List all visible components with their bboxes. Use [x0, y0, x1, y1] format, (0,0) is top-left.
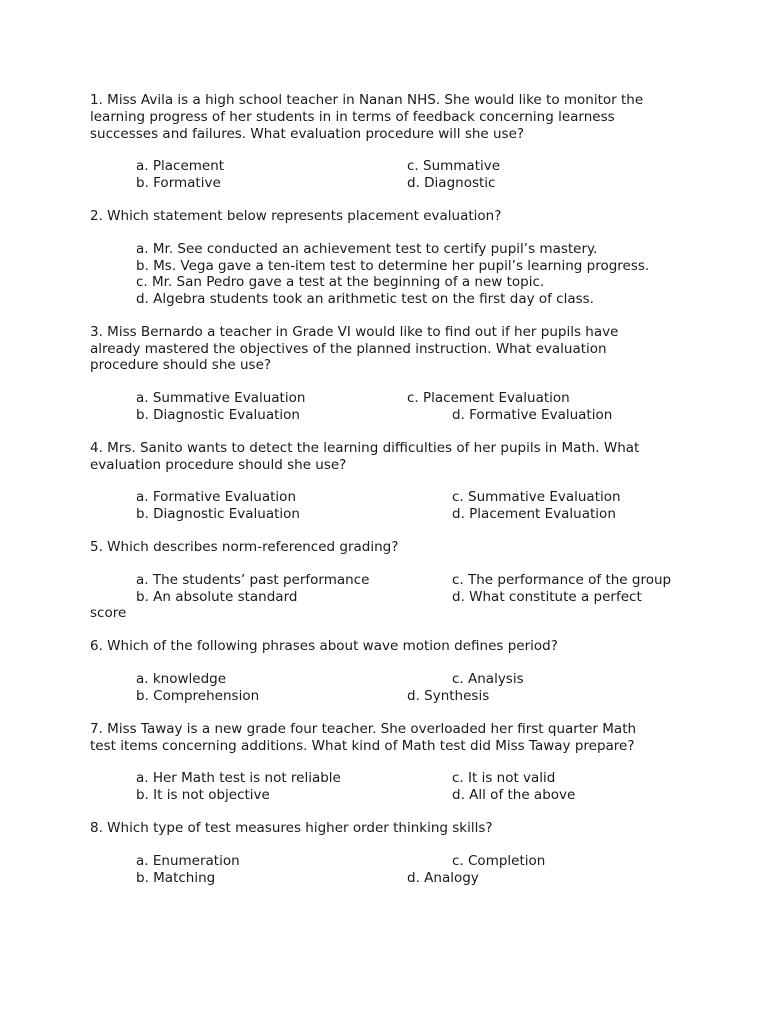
question-7-stem-line-1: 7. Miss Taway is a new grade four teacher. She overloaded her first quarter Math — [90, 721, 637, 737]
question-6-option-c: c. Analysis — [452, 671, 524, 687]
question-2-option-a: a. Mr. See conducted an achievement test to certify pupil’s mastery. — [136, 241, 598, 257]
question-7-option-b: b. It is not objective — [136, 787, 270, 803]
question-3-stem-line-2: already mastered the objectives of the planned instruction. What evaluation — [90, 341, 607, 357]
question-1-stem-line-2: learning progress of her students in in terms of feedback concerning learness — [90, 109, 615, 125]
question-7-stem-line-2: test items concerning additions. What kind of Math test did Miss Taway prepare? — [90, 738, 635, 754]
question-1-stem-line-3: successes and failures. What evaluation procedure will she use? — [90, 126, 525, 142]
question-1-option-d: d. Diagnostic — [407, 175, 496, 191]
question-1-option-a: a. Placement — [136, 158, 225, 174]
question-3-option-a: a. Summative Evaluation — [136, 390, 306, 406]
question-8-option-a: a. Enumeration — [136, 853, 240, 869]
question-4-option-b: b. Diagnostic Evaluation — [136, 506, 300, 522]
question-5-option-d-wrap: score — [90, 605, 127, 621]
question-2-option-d: d. Algebra students took an arithmetic test on the first day of class. — [136, 291, 594, 307]
question-6-option-a: a. knowledge — [136, 671, 227, 687]
question-2-option-b: b. Ms. Vega gave a ten-item test to determine her pupil’s learning progress. — [136, 258, 650, 274]
question-3-option-b: b. Diagnostic Evaluation — [136, 407, 300, 423]
question-5-option-c: c. The performance of the group — [452, 572, 672, 588]
question-4-stem-line-2: evaluation procedure should she use? — [90, 457, 347, 473]
question-1-stem-line-1: 1. Miss Avila is a high school teacher in Nanan NHS. She would like to monitor the — [90, 92, 644, 108]
question-4-option-a: a. Formative Evaluation — [136, 489, 296, 505]
question-3-option-d: d. Formative Evaluation — [452, 407, 613, 423]
question-3-option-c: c. Placement Evaluation — [407, 390, 570, 406]
question-6-option-d: d. Synthesis — [407, 688, 490, 704]
question-4-option-d: d. Placement Evaluation — [452, 506, 616, 522]
question-2-stem-line-1: 2. Which statement below represents placement evaluation? — [90, 208, 502, 224]
question-6-option-b: b. Comprehension — [136, 688, 260, 704]
question-1-option-b: b. Formative — [136, 175, 221, 191]
question-3-stem-line-3: procedure should she use? — [90, 357, 272, 373]
question-5-stem-line-1: 5. Which describes norm-referenced grading? — [90, 539, 399, 555]
question-5-option-b: b. An absolute standard — [136, 589, 298, 605]
question-7-option-a: a. Her Math test is not reliable — [136, 770, 341, 786]
question-7-option-d: d. All of the above — [452, 787, 576, 803]
question-4-stem-line-1: 4. Mrs. Sanito wants to detect the learning difficulties of her pupils in Math. What — [90, 440, 640, 456]
question-5-option-d: d. What constitute a perfect — [452, 589, 642, 605]
question-8-option-c: c. Completion — [452, 853, 546, 869]
question-5-option-a: a. The students’ past performance — [136, 572, 370, 588]
question-6-stem-line-1: 6. Which of the following phrases about wave motion defines period? — [90, 638, 558, 654]
question-7-option-c: c. It is not valid — [452, 770, 556, 786]
question-2-option-c: c. Mr. San Pedro gave a test at the beginning of a new topic. — [136, 274, 545, 290]
question-8-option-d: d. Analogy — [407, 870, 479, 886]
question-8-option-b: b. Matching — [136, 870, 216, 886]
question-3-stem-line-1: 3. Miss Bernardo a teacher in Grade VI would like to find out if her pupils have — [90, 324, 619, 340]
question-1-option-c: c. Summative — [407, 158, 501, 174]
question-8-stem-line-1: 8. Which type of test measures higher order thinking skills? — [90, 820, 493, 836]
question-4-option-c: c. Summative Evaluation — [452, 489, 621, 505]
